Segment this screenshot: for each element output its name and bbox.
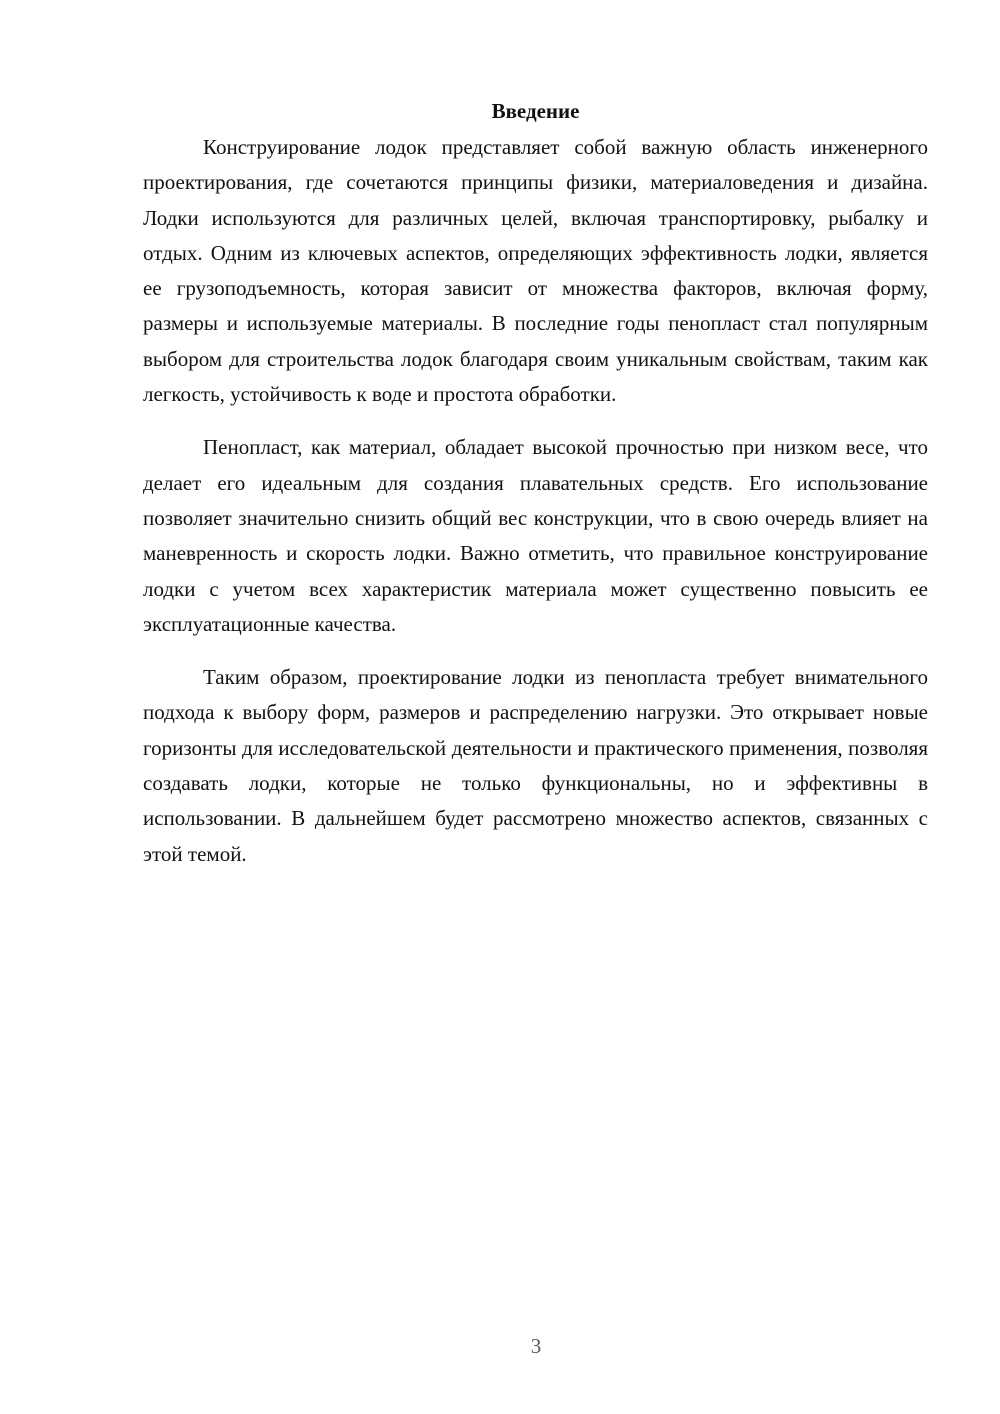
paragraph-3: Таким образом, проектирование лодки из пенопласта требует внимательного подхода к выбору форм, размеров и распределению нагрузки. Это открывает новые горизонты для исследовательской деятельности и практического применения, позволяя создавать лодки, которые не только функциональны, но и эффективны в использовании. В дальнейшем будет рассмотрено множество аспектов, связанных с этой темой. [143, 665, 928, 866]
page-number: 3 [530, 1334, 542, 1358]
section-heading: Введение [491, 99, 580, 123]
paragraph-1: Конструирование лодок представляет собой важную область инженерного проектирования, где сочетаются принципы физики, материаловедения и дизайна. Лодки используются для различных целей, включая транспортировку, рыбалку и отдых. Одним из ключевых аспектов, определяющих эффективность лодки, является ее грузоподъемность, которая зависит от множества факторов, включая форму, размеры и используемые материалы. В последние годы пенопласт стал популярным выбором для строительства лодок благодаря своим уникальным свойствам, таким как легкость, устойчивость к воде и простота обработки. [143, 135, 928, 407]
paragraph-2: Пенопласт, как материал, обладает высокой прочностью при низком весе, что делает его идеальным для создания плавательных средств. Его использование позволяет значительно снизить общий вес конструкции, что в свою очередь влияет на маневренность и скорость лодки. Важно отметить, что правильное конструирование лодки с учетом всех характеристик материала может существенно повысить ее эксплуатационные качества. [143, 435, 928, 636]
page-content [143, 96, 928, 890]
